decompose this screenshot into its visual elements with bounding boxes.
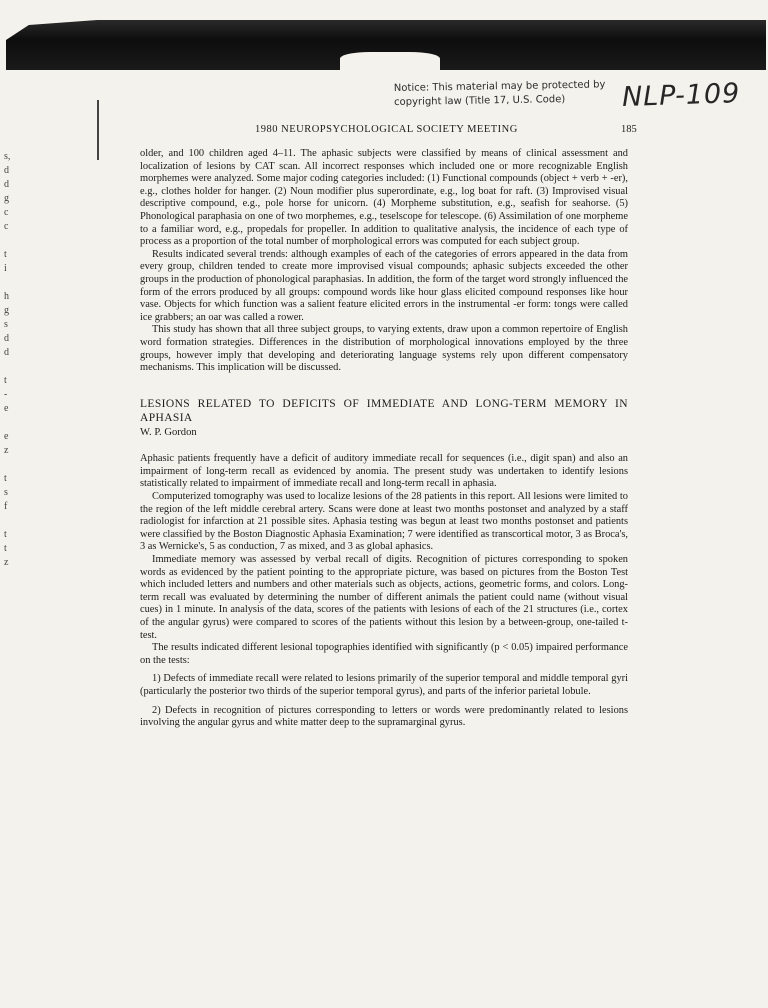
margin-mark: g [4, 305, 9, 316]
margin-bleed-marks [4, 150, 24, 570]
body-paragraph: Immediate memory was assessed by verbal recall of digits. Recognition of pictures corresponding to spoken words as evidenced by the patient pointing to the appropriate picture, was based on pictures from the Boston Test which included letters and numbers and other materials such as objects, actions, geometric forms, and colors. Long-term recall was evaluated by determining the number of different animals the patient could name (without visual cues) in 1 minute. In analysis of the data, scores of the patients with lesions of each of the 21 structures (i.e., cortex of the angular gyrus) were compared to scores of the patients without this lesion by a between-group, one-tailed t-test. [140, 554, 628, 641]
margin-mark: c [4, 221, 9, 232]
article-author: W. P. Gordon [140, 426, 197, 438]
margin-mark: d [4, 333, 9, 344]
copyright-notice: Notice: This material may be protected by copyright law (Title 17, U.S. Code) [393, 79, 606, 109]
margin-mark: t [4, 529, 7, 540]
margin-mark: t [4, 249, 7, 260]
margin-mark: - [4, 389, 8, 400]
margin-mark: s [4, 319, 8, 330]
margin-mark: z [4, 557, 9, 568]
binding-mark [97, 100, 99, 160]
body-paragraph: Aphasic patients frequently have a deficit of auditory immediate recall for sequences (i.e., digit span) and also an impairment of long-term recall as evidenced by anomia. The present study was undertaken to identify lesions statistically related to impairment of immediate recall and long-term recall in aphasia. [140, 453, 628, 490]
margin-mark: t [4, 375, 7, 386]
body-paragraph: Computerized tomography was used to localize lesions of the 28 patients in this report. All lesions were limited to the region of the left middle cerebral artery. Scans were done at least two months postonset and analyzed by a staff radiologist for infarction at 21 possible sites. Aphasia testing was begun at least two months postonset and patients were classified by the Boston Diagnostic Aphasia Examination; 7 were identified as transcortical motor, 3 as Broca's, 3 as Wernicke's, 5 as conduction, 7 as mixed, and 3 as global aphasics. [140, 491, 628, 553]
margin-mark: e [4, 403, 9, 414]
handwritten-stamp: NLP-109 [621, 77, 741, 114]
scan-shadow-notch [340, 52, 440, 74]
margin-mark: c [4, 207, 9, 218]
margin-mark: i [4, 263, 7, 274]
margin-mark [4, 360, 24, 374]
margin-mark [4, 276, 24, 290]
margin-mark: f [4, 501, 8, 512]
page-body [140, 148, 628, 730]
margin-mark: d [4, 347, 9, 358]
body-paragraph: Results indicated several trends: although examples of each of the categories of errors appeared in the data from every group, children tended to create more improvised visual compounds; aphasic subjects exceeded the other groups in the production of phonological paraphasias. In addition, the form of the target word strongly influenced the form of the errors produced by all groups: compound words like hour glass elicited compound responses like hour vase. Objects for which function was a salient feature elicited errors in the instrumental -er form: tongs were called ice grabbers; an oar was called a rower. [140, 248, 628, 323]
margin-mark: d [4, 179, 9, 190]
margin-mark [4, 514, 24, 528]
margin-mark: s, [4, 151, 11, 162]
margin-mark: z [4, 445, 9, 456]
margin-mark: e [4, 431, 9, 442]
body-paragraph: The results indicated different lesional topographies identified with significantly (p < 0.05) impaired performance on the tests: [140, 642, 628, 666]
margin-mark [4, 416, 24, 430]
margin-mark: g [4, 193, 9, 204]
body-paragraph: older, and 100 children aged 4–11. The aphasic subjects were classified by means of clinical assessment and localization of lesions by CAT scan. All incorrect responses which included one or more recognizable English morphemes were analyzed. Some major coding categories included: (1) Functional compounds (object + verb + -er), e.g., clothes holder for hanger. (2) Noun modifier plus superordinate, e.g., log boat for raft. (3) Improvised visual descriptive compound, e.g., pole horse for unicorn. (4) Morpheme substitution, e.g., seafish for seahorse. (5) Phonological paraphasia on one of two morphemes, e.g., teselscope for telescope. (6) Assimilation of one morpheme to a familiar word, e.g., propedals for propeller. In addition to qualitative analysis, the incidence of each type of process as a proportion of the total number of morphological errors was computed for each subject group. [140, 148, 628, 248]
running-head: 1980 NEUROPSYCHOLOGICAL SOCIETY MEETING [255, 124, 518, 135]
margin-mark: d [4, 165, 9, 176]
body-paragraph: This study has shown that all three subject groups, to varying extents, draw upon a common repertoire of English word formation strategies. Differences in the distribution of morphological innovations employed by the three groups, however imply that developing and deteriorating language systems rely upon different compensatory mechanisms. This implication will be discussed. [140, 324, 628, 374]
margin-mark [4, 234, 24, 248]
margin-mark [4, 458, 24, 472]
result-item: 2) Defects in recognition of pictures corresponding to letters or words were predominantly related to lesions involving the angular gyrus and white matter deep to the supramarginal gyrus. [140, 704, 628, 729]
margin-mark: s [4, 487, 8, 498]
page-number: 185 [621, 124, 637, 135]
margin-mark: t [4, 543, 7, 554]
result-item: 1) Defects of immediate recall were related to lesions primarily of the superior temporal and middle temporal gyri (particularly the posterior two thirds of the superior temporal gyrus), and parts of the inferior parietal lobule. [140, 673, 628, 697]
margin-mark: h [4, 291, 9, 302]
article-title: LESIONS RELATED TO DEFICITS OF IMMEDIATE AND LONG-TERM MEMORY IN APHASIA [140, 397, 628, 424]
margin-mark: t [4, 473, 7, 484]
